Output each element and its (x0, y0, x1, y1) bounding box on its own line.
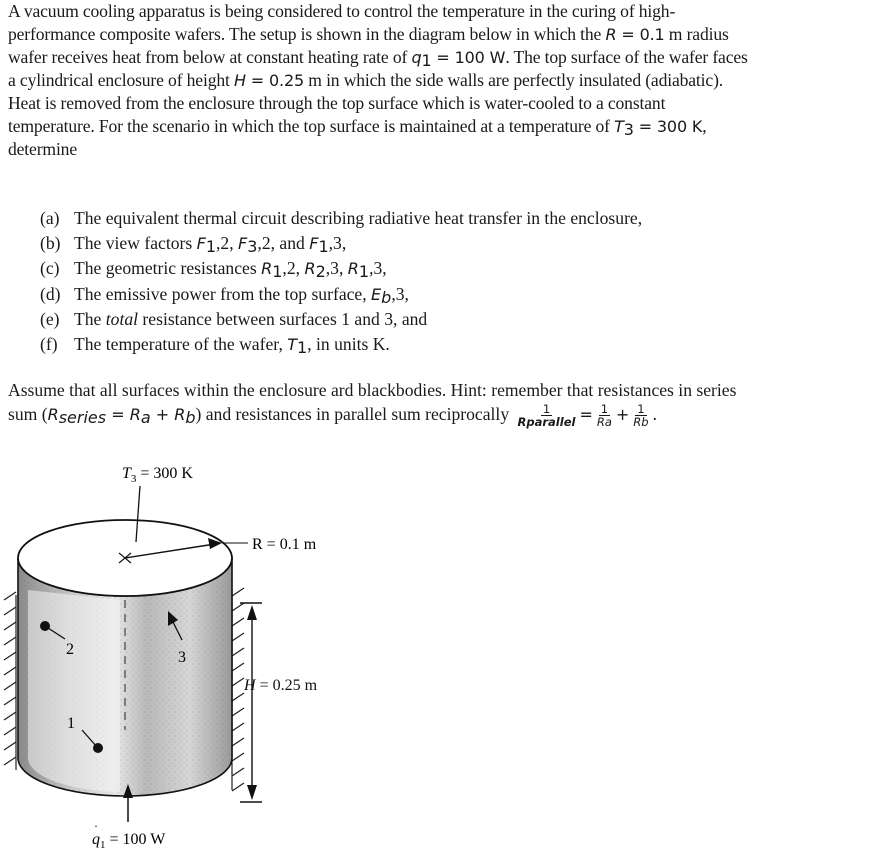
part-f: (f) The temperature of the wafer, $T_1$, in units K. (40, 333, 390, 357)
r-b-symbol: $R_b$ (174, 405, 196, 427)
problem-line-5: Heat is removed from the enclosure through the top surface which is water-cooled to a constant (8, 93, 666, 113)
part-e: (e) The total resistance between surfaces 1 and 3, and (40, 309, 428, 329)
enclosure-diagram (0, 440, 420, 862)
problem-line-3: wafer receives heat from below at constant heating rate of $q_1 = 100$ W. The top surface of the wafer faces (8, 47, 748, 70)
part-c: (c) The geometric resistances $R_1,2$, $R_2,3$, $R_1,3$, (40, 258, 387, 281)
part-d: (d) The emissive power from the top surface, $E_b,3$, (40, 283, 409, 307)
svg-text:3: 3 (178, 649, 186, 666)
question-parts-list (40, 206, 860, 357)
r-series-symbol: $R_{series}$ (47, 405, 107, 427)
cutaway-front-panel (28, 590, 120, 792)
problem-statement (8, 0, 884, 161)
svg-text:·: · (94, 819, 98, 833)
left-hatch-insulation (4, 592, 16, 770)
svg-text:1: 1 (67, 715, 75, 732)
svg-text:2: 2 (66, 641, 74, 658)
problem-line-7: determine (8, 139, 77, 159)
r-a-symbol: $R_a$ (129, 405, 151, 427)
height-label: H = 0.25 m (244, 677, 318, 694)
problem-line-4: a cylindrical enclosure of height H = 0.25 m in which the side walls are perfectly insulated (adiabatic). (8, 70, 724, 90)
assume-line-1: Assume that all surfaces within the enclosure ard blackbodies. Hint: remember that resistances in series (8, 380, 737, 400)
heat-input-label: $q_1 = 100$ W (92, 831, 166, 851)
top-temperature-label: $T_3 = 300$ K (122, 465, 193, 485)
right-hatch-insulation (232, 588, 244, 791)
assumption-hint (8, 378, 884, 428)
assume-line-2: sum $(R_{series} = R_a + R_b)$ and resistances in parallel sum reciprocally $\frac{1}{\text{Rparallel}}$ = $\frac{1}{Ra}$ + $\frac{1}{Rb}$ . (8, 402, 657, 430)
part-d-math: $E_b,3$, (371, 283, 409, 307)
fraction-a: $\frac{1}{Ra}$ (596, 402, 612, 430)
problem-line-1: A vacuum cooling apparatus is being considered to control the temperature in the curing of high- (8, 1, 676, 21)
problem-line-2: performance composite wafers. The setup is shown in the diagram below in which the R = 0.1 m radius (8, 24, 729, 44)
radius-label: R = 0.1 m (252, 536, 317, 553)
part-c-math: $R_1,2$, $R_2,3$, $R_1,3$, (261, 258, 387, 281)
part-f-math: $T_1$ (287, 334, 308, 357)
part-b-math: $F_1,2$, $F_3,2$, and $F_1,3$, (196, 232, 347, 256)
problem-line-6: temperature. For the scenario in which the top surface is maintained at a temperature of $T_3 = 300$ K, (8, 116, 707, 139)
fraction-parallel: $\frac{1}{\text{Rparallel}}$ (517, 402, 576, 430)
fraction-b: $\frac{1}{Rb}$ (633, 402, 649, 430)
part-a: (a) The equivalent thermal circuit describing radiative heat transfer in the enclosure, (40, 208, 643, 228)
part-b: (b) The view factors $F_1,2$, $F_3,2$, and $F_1,3$, (40, 232, 347, 256)
